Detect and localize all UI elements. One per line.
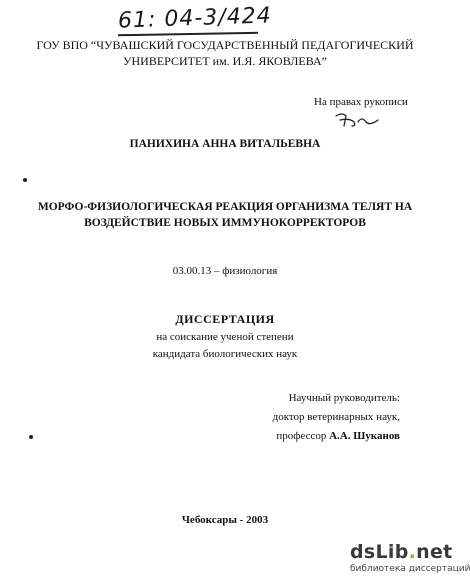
- dslib-logo: dsLib.net: [350, 541, 453, 563]
- author-name: ПАНИХИНА АННА ВИТАЛЬЕВНА: [129, 138, 321, 150]
- supervisor-label: Научный руководитель:: [288, 392, 400, 404]
- thesis-title-line-2: ВОЗДЕЙСТВИЕ НОВЫХ ИММУНОКОРРЕКТОРОВ: [84, 217, 366, 229]
- degree-line-2: кандидата биологических наук: [152, 348, 298, 360]
- supervisor-degree: доктор ветеринарных наук,: [272, 411, 400, 423]
- dslib-subtitle: библиотека диссертаций: [350, 564, 470, 574]
- manuscript-rights-label: На правах рукописи: [314, 96, 408, 108]
- city-year: Чебоксары - 2003: [181, 514, 269, 526]
- dissertation-heading: ДИССЕРТАЦИЯ: [175, 312, 275, 326]
- margin-dot: [29, 435, 33, 439]
- handwritten-signature: [332, 110, 382, 130]
- supervisor-title: профессор: [276, 430, 327, 442]
- thesis-title-line-1: МОРФО-ФИЗИОЛОГИЧЕСКАЯ РЕАКЦИЯ ОРГАНИЗМА ТЕЛЯТ НА: [37, 201, 413, 213]
- institution-line-1: ГОУ ВПО “ЧУВАШСКИЙ ГОСУДАРСТВЕННЫЙ ПЕДАГОГИЧЕСКИЙ: [36, 38, 414, 52]
- degree-line-1: на соискание ученой степени: [156, 331, 294, 343]
- supervisor-name: А.А. Шуканов: [329, 430, 400, 442]
- specialty-code: 03.00.13 – физиология: [172, 265, 278, 277]
- dslib-watermark[interactable]: [350, 541, 470, 574]
- institution-line-2: УНИВЕРСИТЕТ им. И.Я. ЯКОВЛЕВА”: [123, 54, 327, 68]
- margin-dot: [23, 178, 27, 182]
- handwritten-stamp: 61: 04-3/424: [117, 3, 273, 34]
- supervisor-name-line: [276, 430, 400, 442]
